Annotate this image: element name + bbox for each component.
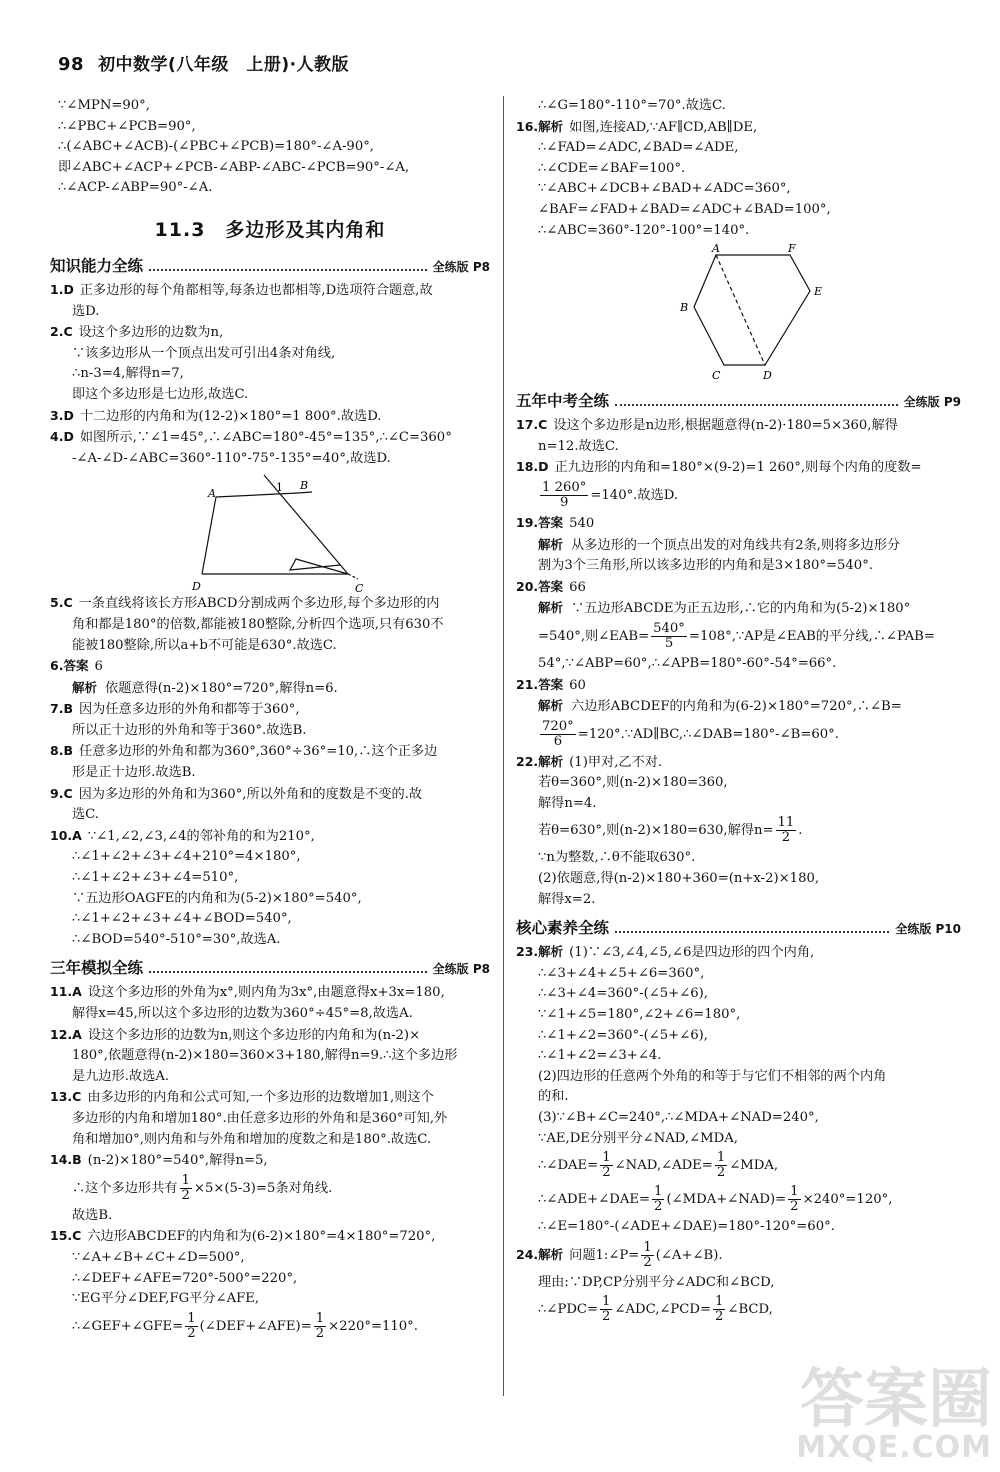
label-C: C: [355, 582, 364, 594]
text-line: 形是正十边形.故选B.: [72, 765, 196, 781]
watermark: [796, 1363, 992, 1465]
question-label: 3.D: [50, 407, 74, 423]
text-segment: .: [798, 823, 803, 839]
answer-text: (1)∵∠3,∠4,∠5,∠6是四边形的四个内角,: [569, 945, 815, 961]
text-segment: ×5×(5-3)=5条对角线.: [193, 1180, 333, 1196]
fraction: [641, 1241, 653, 1270]
answer-19: [516, 513, 961, 535]
answer-text: 由多边形的内角和公式可知,一个多边形的边数增加1,则这个: [87, 1090, 434, 1106]
fraction: [180, 1174, 192, 1203]
section-bar-title: 三年模拟全练: [50, 959, 144, 978]
question-label: 16.解析: [516, 118, 564, 134]
fraction-denominator: 2: [716, 1165, 726, 1181]
question-label: 10.A: [50, 827, 82, 843]
text-line: ∴∠1+∠2=360°-(∠5+∠6),: [538, 1027, 709, 1043]
text-line: 的和.: [538, 1089, 569, 1105]
fraction-denominator: 2: [181, 1187, 190, 1203]
fraction-denominator: 2: [654, 1199, 663, 1215]
text-segment: (∠DEF+∠AFE)=: [199, 1318, 312, 1334]
label-angle-1: 1: [276, 481, 283, 495]
answer-3: [50, 406, 490, 428]
section-bar-ref: 全练版 P8: [432, 259, 490, 274]
answer-4: [50, 427, 490, 449]
text-line: ∴∠1+∠2+∠3+∠4=510°,: [72, 870, 239, 886]
answer-text: 设这个多边形的边数为n,则这个多边形的内角和为(n-2)×: [87, 1027, 421, 1043]
section-bar: [50, 254, 490, 276]
fraction: [600, 1151, 612, 1180]
fraction-numerator: 1: [716, 1150, 726, 1166]
text-line: [516, 479, 961, 513]
text-line: ∴∠DEF+∠AFE=720°-500°=220°,: [72, 1270, 298, 1286]
answer-text: 正多边形的每个角都相等,每条边也都相等,D选项符合题意,故: [79, 282, 433, 298]
text-line: ∵五边形OAGFE的内角和为(5-2)×180°=540°,: [72, 890, 362, 906]
fraction-numerator: 1: [181, 1172, 190, 1188]
page-number: 98: [58, 54, 85, 75]
text-line: 理由:∵DP,CP分别平分∠ADC和∠BCD,: [538, 1274, 775, 1290]
fraction-numerator: 1: [643, 1239, 652, 1255]
left-column: [50, 96, 490, 1344]
question-label: 13.C: [50, 1089, 82, 1105]
text-line: ∵∠ABC+∠DCB+∠BAD+∠ADC=360°,: [538, 181, 791, 197]
fraction-numerator: 1 260°: [542, 479, 587, 495]
text-line: n=12.故选C.: [538, 438, 619, 454]
text-line: 解得x=45,所以这个多边形的边数为360°÷45°=8,故选A.: [72, 1006, 413, 1021]
fraction: [600, 1295, 612, 1324]
section-bar-title: 五年中考全练: [516, 392, 610, 411]
text-segment: (∠MDA+∠NAD)=: [666, 1192, 787, 1208]
question-label: 17.C: [516, 417, 548, 433]
text-line: 割为3个三角形,所以该多边形的内角和是3×180°=540°.: [538, 558, 873, 574]
text-line: [516, 814, 961, 848]
text-line: 所以正十边形的外角和等于360°.故选B.: [72, 722, 307, 738]
label-B: B: [300, 479, 309, 493]
text-line: 选D.: [72, 303, 100, 319]
answer-text: 一条直线将该长方形ABCD分割成两个多边形,每个多边形的内: [78, 596, 440, 612]
text-segment: 问题1:∠P=: [569, 1247, 640, 1263]
fraction: [788, 1185, 800, 1214]
answer-9: [50, 784, 490, 806]
text-line: 是九边形.故选A.: [72, 1068, 170, 1084]
text-line: 解得n=4.: [538, 795, 597, 811]
hexagon-figure: [516, 241, 961, 383]
watermark-text: 答案圈: [800, 1363, 992, 1437]
analysis-label: 解析: [538, 600, 564, 616]
answer-11: [50, 982, 490, 1004]
text-segment: ∴∠ADE+∠DAE=: [538, 1192, 651, 1208]
section-bar-ref: 全练版 P10: [895, 922, 961, 937]
answer-text: 如图,连接AD,∵AF∥CD,AB∥DE,: [569, 119, 758, 135]
answer-13: [50, 1087, 490, 1109]
text-line: [516, 1183, 961, 1217]
text-line: 多边形的内角和增加180°.由任意多边形的外角和是360°可知,外: [72, 1110, 448, 1126]
analysis-20: [516, 598, 961, 620]
right-column: [516, 96, 961, 1327]
text-segment: ∠MDA,: [729, 1158, 779, 1174]
text-line: ∵∠A+∠B+∠C+∠D=500°,: [72, 1249, 245, 1265]
text-line: 角和都是180°的倍数,都能被180整除,分析四个选项,只有630不: [72, 616, 444, 632]
text-line: ∴∠3+∠4=360°-(∠5+∠6),: [538, 986, 709, 1002]
question-label: 15.C: [50, 1228, 82, 1244]
column-divider: [503, 96, 504, 1396]
text-segment: ∴∠GEF+∠GFE=: [72, 1318, 184, 1334]
fraction-numerator: 1: [715, 1294, 724, 1310]
text-line: ∴n-3=4,解得n=7,: [72, 366, 184, 382]
text-segment: ∴这个多边形共有: [72, 1180, 178, 1196]
text-segment: ∴∠DAE=: [538, 1158, 599, 1174]
text-segment: =540°,则∠EAB=: [538, 628, 650, 644]
section-bar: [516, 389, 961, 411]
answer-12: [50, 1025, 490, 1047]
dotted-leader: [615, 931, 889, 933]
page-header: [58, 50, 349, 75]
fraction-denominator: 2: [187, 1325, 196, 1341]
answer-8: [50, 741, 490, 763]
answer-text: 正九边形的内角和=180°×(9-2)=1 260°,则每个内角的度数=: [554, 460, 922, 476]
section-bar-title: 知识能力全练: [50, 256, 144, 275]
fraction-denominator: 2: [602, 1309, 611, 1325]
text-line: ∴∠PBC+∠PCB=90°,: [58, 118, 196, 134]
text-line: [516, 1149, 961, 1183]
answer-text: 60: [569, 677, 586, 693]
answer-16: [516, 117, 961, 139]
text-line: (2)依题意,得(n-2)×180+360=(n+x-2)×180,: [538, 871, 820, 887]
answer-text: 66: [569, 579, 586, 595]
fraction: [540, 720, 576, 749]
text-line: ∴∠BOD=540°-510°=30°,故选A.: [72, 931, 281, 947]
fraction: [776, 816, 797, 845]
text-line: 选C.: [72, 807, 99, 823]
question-label: 7.B: [50, 701, 73, 717]
question-label: 9.C: [50, 785, 73, 801]
answer-14: [50, 1150, 490, 1172]
answer-text: 任意多边形的外角和都为360°,360°÷36°=10,∴这个正多边: [78, 744, 438, 760]
label-C: C: [712, 369, 721, 383]
fraction-denominator: 2: [781, 830, 791, 846]
fraction-denominator: 2: [602, 1165, 611, 1181]
text-line: 解得x=2.: [538, 891, 596, 907]
text-segment: ∠BCD,: [727, 1302, 773, 1318]
text-line: (2)四边形的任意两个外角的和等于与它们不相邻的两个内角: [538, 1068, 887, 1084]
answer-24: [516, 1238, 961, 1273]
answer-text: (n-2)×180°=540°,解得n=5,: [87, 1153, 268, 1169]
text-line: ∵n为整数,∴θ不能取630°.: [538, 850, 696, 866]
text-line: [516, 620, 961, 654]
answer-text: ∵∠1,∠2,∠3,∠4的邻补角的和为210°,: [87, 828, 315, 844]
watermark-url: MXQE.COM: [796, 1430, 992, 1465]
text-line: (3)∵∠B+∠C=240°,∴∠MDA+∠NAD=240°,: [538, 1110, 819, 1125]
text-segment: ∠NAD,∠ADE=: [614, 1158, 713, 1174]
question-label: 6.答案: [50, 658, 89, 674]
question-label: 12.A: [50, 1026, 82, 1042]
fraction-denominator: 2: [643, 1254, 652, 1270]
question-label: 14.B: [50, 1152, 82, 1168]
text-segment: 若θ=630°,则(n-2)×180=630,解得n=: [538, 823, 774, 839]
fraction-denominator: 2: [715, 1309, 724, 1325]
question-label: 21.答案: [516, 676, 564, 692]
answer-7: [50, 699, 490, 721]
text-line: ∵∠1+∠5=180°,∠2+∠6=180°,: [538, 1007, 741, 1023]
text-segment: =120°.∵AD∥BC,∴∠DAB=180°-∠B=60°.: [577, 726, 839, 742]
fraction-denominator: 9: [559, 494, 569, 510]
section-title: 11.3 多边形及其内角和: [154, 218, 386, 241]
answer-text: 十二边形的内角和为(12-2)×180°=1 800°.故选D.: [79, 408, 382, 424]
section-bar-ref: 全练版 P8: [432, 962, 490, 977]
section-bar-ref: 全练版 P9: [903, 395, 961, 410]
text-line: ∴∠1+∠2=∠3+∠4.: [538, 1048, 662, 1064]
answer-text: 如图所示,∵∠1=45°,∴∠ABC=180°-45°=135°,∴∠C=360°: [79, 430, 452, 446]
analysis-text: 依题意得(n-2)×180°=720°,解得n=6.: [105, 680, 338, 696]
fraction-numerator: 1: [602, 1150, 611, 1166]
dotted-leader: [615, 404, 898, 406]
label-E: E: [814, 285, 823, 299]
text-line: ∠BAF=∠FAD+∠BAD=∠ADC+∠BAD=100°,: [538, 201, 831, 217]
analysis-text: 六边形ABCDEF的内角和为(6-2)×180°=720°,∴∠B=: [571, 699, 902, 715]
text-line: ∴∠G=180°-110°=70°.故选C.: [538, 98, 726, 113]
text-line: ∴∠E=180°-(∠ADE+∠DAE)=180°-120°=60°.: [538, 1219, 835, 1235]
answer-15: [50, 1226, 490, 1248]
fraction-numerator: 1: [602, 1294, 611, 1310]
fraction-denominator: 5: [664, 635, 674, 651]
answer-text: (1)甲对,乙不对.: [569, 754, 663, 770]
fraction: [652, 1185, 664, 1214]
answer-1: [50, 280, 490, 302]
quadrilateral-figure: [50, 469, 490, 593]
question-label: 1.D: [50, 281, 74, 297]
question-label: 11.A: [50, 984, 82, 1000]
text-line: 即∠ABC+∠ACP+∠PCB-∠ABP-∠ABC-∠PCB=90°-∠A,: [58, 159, 410, 175]
text-line: ∴∠1+∠2+∠3+∠4+∠BOD=540°,: [72, 911, 292, 927]
text-line: ∵该多边形从一个顶点出发可引出4条对角线,: [72, 345, 336, 361]
question-label: 23.解析: [516, 944, 564, 960]
answer-18: [516, 457, 961, 479]
fraction: [540, 481, 588, 510]
text-line: ∴∠ACP-∠ABP=90°-∠A.: [58, 180, 213, 196]
text-line: ∴∠ABC=360°-120°-100°=140°.: [538, 222, 750, 238]
text-line: ∴∠CDE=∠BAF=100°.: [538, 160, 686, 176]
text-segment: ∴∠PDC=: [538, 1302, 599, 1318]
text-segment: =108°,∵AP是∠EAB的平分线,∴∠PAB=: [688, 628, 935, 644]
text-line: ∴(∠ABC+∠ACB)-(∠PBC+∠PCB)=180°-∠A-90°,: [58, 139, 374, 155]
section-bar: [516, 916, 961, 938]
fraction-numerator: 540°: [653, 620, 685, 636]
fraction-denominator: 2: [315, 1325, 325, 1341]
text-line: [516, 1293, 961, 1327]
text-line: ∵∠MPN=90°,: [58, 98, 150, 113]
fraction: [651, 622, 687, 651]
text-segment: =140°.故选D.: [590, 487, 679, 503]
fraction-numerator: 1: [790, 1184, 799, 1200]
question-label: 5.C: [50, 595, 73, 611]
text-segment: ×220°=110°.: [328, 1318, 418, 1334]
text-line: 54°,∵∠ABP=60°,∴∠APB=180°-60°-54°=66°.: [538, 655, 837, 671]
label-F: F: [788, 242, 796, 256]
answer-22: [516, 752, 961, 774]
fraction-denominator: 6: [553, 733, 563, 749]
answer-text: 设这个多边形是n边形,根据题意得(n-2)·180=5×360,解得: [553, 418, 898, 434]
fraction-denominator: 2: [790, 1199, 799, 1215]
text-line: ∴∠FAD=∠ADC,∠BAD=∠ADE,: [538, 140, 739, 156]
fraction: [314, 1312, 326, 1341]
text-line: 能被180整除,所以a+b不可能是630°.故选C.: [72, 637, 337, 653]
analysis-text: ∵五边形ABCDE为正五边形,∴它的内角和为(5-2)×180°: [571, 601, 911, 617]
answer-text: 因为多边形的外角和为360°,所以外角和的度数是不变的.故: [78, 786, 423, 802]
question-label: 20.答案: [516, 578, 564, 594]
answer-20: [516, 577, 961, 599]
text-segment: (∠A+∠B).: [655, 1247, 723, 1263]
answer-text: 六边形ABCDEF的内角和为(6-2)×180°=4×180°=720°,: [87, 1229, 436, 1245]
text-line: 即这个多边形是七边形,故选C.: [72, 386, 249, 402]
label-A: A: [208, 487, 216, 501]
fraction: [185, 1312, 197, 1341]
label-B: B: [680, 301, 689, 315]
question-label: 22.解析: [516, 753, 564, 769]
answer-text: 设这个多边形的边数为n,: [78, 325, 224, 341]
answer-10: [50, 826, 490, 848]
fraction: [715, 1151, 727, 1180]
answer-text: 540: [569, 515, 595, 531]
answer-2: [50, 322, 490, 344]
fraction: [713, 1295, 725, 1324]
text-line: [50, 1172, 490, 1206]
fraction-numerator: 11: [777, 815, 795, 831]
text-line: [516, 718, 961, 752]
question-label: 19.答案: [516, 514, 564, 530]
text-line: -∠A-∠D-∠ABC=360°-110°-75°-135°=40°,故选D.: [72, 450, 391, 466]
analysis-label: 解析: [538, 698, 564, 714]
text-segment: ×240°=120°,: [802, 1192, 893, 1208]
text-line: ∴∠1+∠2+∠3+∠4+210°=4×180°,: [72, 849, 301, 865]
label-D: D: [763, 369, 772, 383]
fraction-numerator: 720°: [542, 718, 574, 734]
text-line: 180°,依题意得(n-2)×180=360×3+180,解得n=9.∴这个多边形: [72, 1048, 458, 1064]
analysis-text: 从多边形的一个顶点出发的对角线共有2条,则将多边形分: [571, 537, 901, 553]
section-bar: [50, 956, 490, 978]
answer-text: 设这个多边形的外角为x°,则内角为3x°,由题意得x+3x=180,: [87, 985, 445, 1001]
analysis-label: 解析: [72, 679, 98, 695]
dotted-leader: [149, 269, 427, 271]
question-label: 2.C: [50, 324, 73, 340]
section-bar-title: 核心素养全练: [516, 919, 610, 938]
answer-17: [516, 415, 961, 437]
text-segment: ∠ADC,∠PCD=: [614, 1302, 712, 1318]
fraction-numerator: 1: [654, 1184, 663, 1200]
answer-text: 6: [94, 659, 103, 675]
fraction-numerator: 1: [187, 1310, 196, 1326]
text-line: 故选B.: [72, 1207, 113, 1223]
text-line: 若θ=360°,则(n-2)×180=360,: [538, 775, 728, 791]
text-line: ∵AE,DE分别平分∠NAD,∠MDA,: [538, 1130, 738, 1146]
dotted-leader: [149, 971, 427, 973]
question-label: 18.D: [516, 459, 549, 475]
analysis-6: [50, 678, 490, 700]
text-line: 角和增加0°,则内角和与外角和增加的度数之和是180°.故选C.: [72, 1131, 432, 1147]
question-label: 24.解析: [516, 1246, 564, 1262]
text-line: ∴∠3+∠4+∠5+∠6=360°,: [538, 965, 705, 981]
label-A: A: [712, 242, 720, 256]
book-title: 初中数学(八年级 上册)·人教版: [98, 55, 350, 75]
analysis-21: [516, 696, 961, 718]
label-D: D: [192, 580, 201, 594]
analysis-19: [516, 535, 961, 557]
fraction-numerator: 1: [315, 1310, 325, 1326]
answer-text: 因为任意多边形的外角和都等于360°,: [78, 702, 300, 718]
question-label: 8.B: [50, 743, 73, 759]
answer-21: [516, 675, 961, 697]
text-line: ∵EG平分∠DEF,FG平分∠AFE,: [72, 1291, 260, 1307]
answer-5: [50, 593, 490, 615]
answer-23: [516, 942, 961, 964]
question-label: 4.D: [50, 429, 74, 445]
text-line: [50, 1310, 490, 1344]
answer-6: [50, 656, 490, 678]
analysis-label: 解析: [538, 536, 564, 552]
